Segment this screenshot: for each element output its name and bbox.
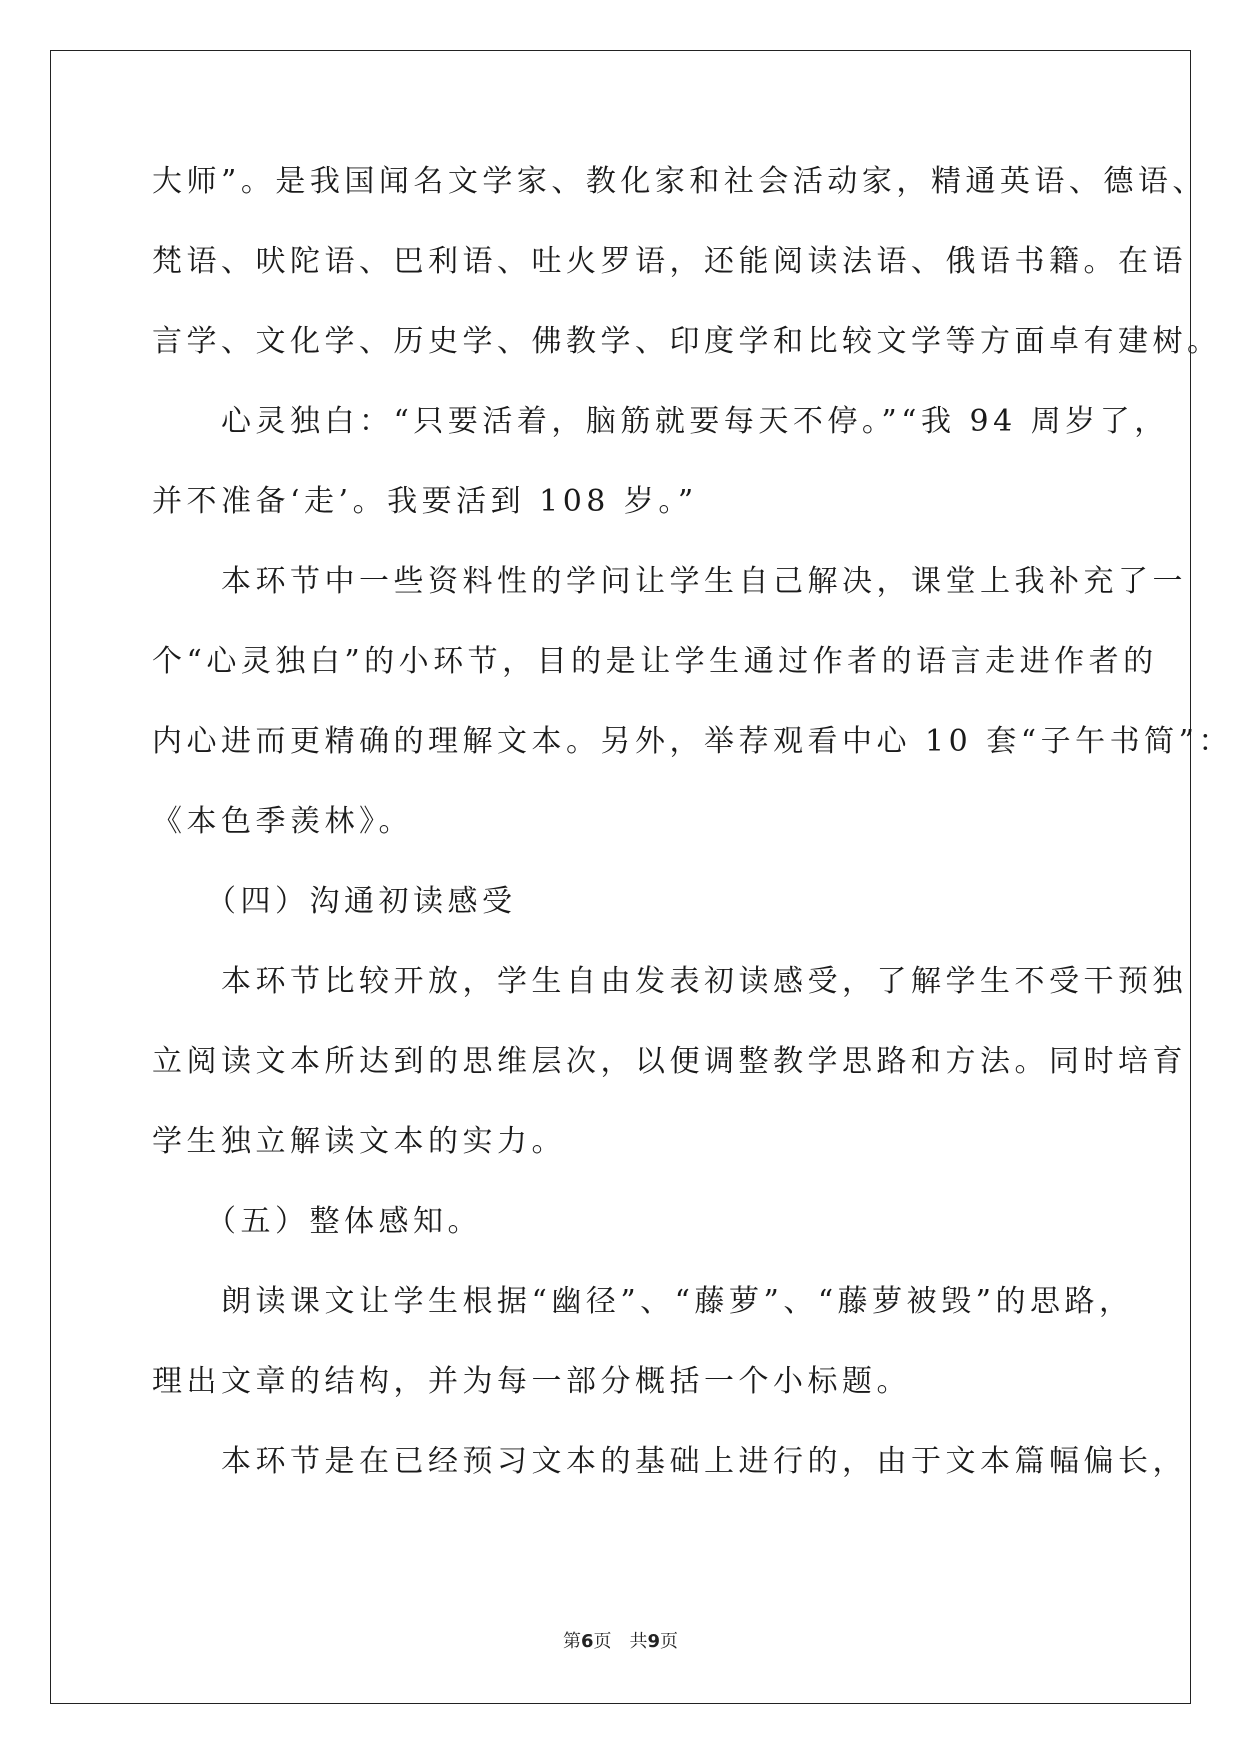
body-line-4: 心灵独白：“只要活着，脑筋就要每天不停。”“我 94 周岁了， xyxy=(152,404,1169,439)
footer-prefix: 第 xyxy=(562,1631,581,1652)
body-line-5: 并不准备‘走’。我要活到 108 岁。” xyxy=(152,484,698,519)
section-heading-5: （五）整体感知。 xyxy=(152,1204,482,1239)
total-page-count: 9 xyxy=(647,1631,661,1652)
body-line-6: 本环节中一些资料性的学问让学生自己解决，课堂上我补充了一 xyxy=(152,564,1187,599)
page-footer xyxy=(0,1630,1241,1654)
body-line-11: 本环节比较开放，学生自由发表初读感受，了解学生不受干预独 xyxy=(152,964,1187,999)
body-line-1: 大师”。是我国闻名文学家、教化家和社会活动家，精通英语、德语、 xyxy=(152,164,1207,199)
body-line-7: 个“心灵独白”的小环节，目的是让学生通过作者的语言走进作者的 xyxy=(152,644,1158,679)
section-heading-4: （四）沟通初读感受 xyxy=(152,884,517,919)
body-line-16: 理出文章的结构，并为每一部分概括一个小标题。 xyxy=(152,1364,911,1399)
body-line-3: 言学、文化学、历史学、佛教学、印度学和比较文学等方面卓有建树。 xyxy=(152,324,1222,359)
footer-mid: 页 共 xyxy=(593,1631,648,1652)
body-line-13: 学生独立解读文本的实力。 xyxy=(152,1124,566,1159)
body-line-15: 朗读课文让学生根据“幽径”、“藤萝”、“藤萝被毁”的思路， xyxy=(152,1284,1134,1319)
current-page-number: 6 xyxy=(580,1631,594,1652)
body-line-8: 内心进而更精确的理解文本。另外，举荐观看中心 10 套“子午书简”： xyxy=(152,724,1233,759)
body-line-17: 本环节是在已经预习文本的基础上进行的，由于文本篇幅偏长， xyxy=(152,1444,1187,1479)
body-line-9: 《本色季羡林》。 xyxy=(152,804,413,839)
body-line-12: 立阅读文本所达到的思维层次，以便调整教学思路和方法。同时培育 xyxy=(152,1044,1187,1079)
footer-suffix: 页 xyxy=(660,1631,679,1652)
body-line-2: 梵语、吠陀语、巴利语、吐火罗语，还能阅读法语、俄语书籍。在语 xyxy=(152,244,1187,279)
